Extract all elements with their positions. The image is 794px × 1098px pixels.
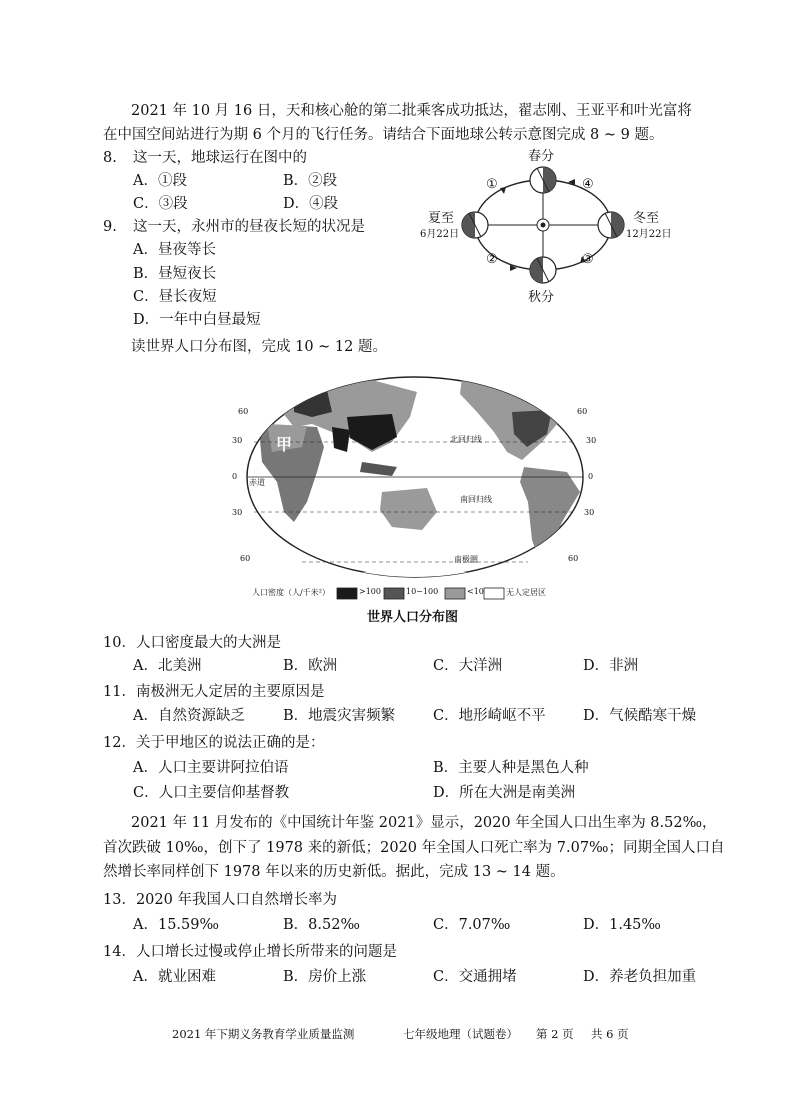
intro2-line-1: 2021 年 11 月发布的《中国统计年鉴 2021》显示，2020 年全国人口出生率为 8.52‰， xyxy=(131,815,717,831)
legend-label-4: 无人定居区 xyxy=(506,588,546,597)
footer-page: 第 2 页 xyxy=(536,1027,574,1041)
q11-option-a[interactable]: A．自然资源缺乏 xyxy=(133,708,245,724)
q8-stem: 这一天，地球运行在图中的 xyxy=(133,150,307,166)
lat-30s-left: 30 xyxy=(232,508,243,517)
q11-option-c[interactable]: C．地形崎岖不平 xyxy=(433,708,546,724)
intro-line-2: 在中国空间站进行为期 6 个月的飞行任务。请结合下面地球公转示意图完成 8 ~ 9 题。 xyxy=(103,127,664,143)
q10-option-d[interactable]: D．非洲 xyxy=(583,658,639,674)
earth-summer-icon xyxy=(462,212,488,238)
q13-option-c[interactable]: C．7.07‰ xyxy=(433,917,511,933)
q14-stem: 14．人口增长过慢或停止增长所带来的问题是 xyxy=(103,944,397,960)
q13-option-d[interactable]: D．1.45‰ xyxy=(583,917,661,933)
q13-option-a[interactable]: A．15.59‰ xyxy=(133,917,219,933)
intro2-line-2: 首次跌破 10‰，创下了 1978 来的新低；2020 年全国人口死亡率为 7.07‰；同期全国人口自 xyxy=(103,840,725,856)
q14-option-a[interactable]: A．就业困难 xyxy=(133,969,216,985)
orbit-label-autumn: 秋分 xyxy=(528,290,555,305)
q9-stem: 这一天，永州市的昼夜长短的状况是 xyxy=(133,219,365,235)
lat-60s-left: 60 xyxy=(240,554,251,563)
orbit-label-summer: 夏至 xyxy=(428,211,455,226)
footer-exam: 2021 年下期义务教育学业质量监测 xyxy=(172,1027,355,1041)
q10-stem: 10．人口密度最大的大洲是 xyxy=(103,635,281,651)
q8-number: 8. xyxy=(103,150,117,166)
orbit-segment-3: ③ xyxy=(582,252,594,267)
legend-label-2: 10~100 xyxy=(406,587,439,596)
q11-option-b[interactable]: B．地震灾害频繁 xyxy=(283,708,396,724)
q14-option-d[interactable]: D．养老负担加重 xyxy=(583,969,697,985)
legend-swatch-2 xyxy=(384,588,404,599)
footer-subject: 七年级地理（试题卷） xyxy=(403,1027,518,1041)
q11-option-d[interactable]: D．气候酷寒干燥 xyxy=(583,708,697,724)
lat-30n-right: 30 xyxy=(586,436,597,445)
intro2-line-3: 然增长率同样创下 1978 年以来的历史新低。据此，完成 13 ~ 14 题。 xyxy=(103,864,565,880)
orbit-arrow-2 xyxy=(500,187,506,194)
antarctic-label: 南极圈 xyxy=(454,555,478,564)
intro-line-1: 2021 年 10 月 16 日，天和核心舱的第二批乘客成功抵达，翟志刚、王亚平和叶光富将 xyxy=(131,103,692,119)
q9-number: 9. xyxy=(103,219,117,235)
legend-swatch-3 xyxy=(445,588,465,599)
q10-option-a[interactable]: A．北美洲 xyxy=(133,658,202,674)
tropic-south-label: 南回归线 xyxy=(460,495,492,504)
lat-60n-right: 60 xyxy=(577,407,588,416)
legend-swatch-4 xyxy=(484,588,504,599)
q9-option-a[interactable]: A．昼夜等长 xyxy=(133,242,216,258)
q13-option-b[interactable]: B．8.52‰ xyxy=(283,917,360,933)
lat-30n-left: 30 xyxy=(232,436,243,445)
legend-title: 人口密度（人/千米²） xyxy=(252,588,330,597)
earth-spring-icon xyxy=(530,167,556,193)
region-jia-label: 甲 xyxy=(276,435,293,454)
q8-option-a[interactable]: A．①段 xyxy=(133,173,187,189)
map-title: 世界人口分布图 xyxy=(367,610,459,625)
equator-label: 赤道 xyxy=(249,478,265,487)
orbit-segment-1: ① xyxy=(486,177,498,192)
q12-option-c[interactable]: C．人口主要信仰基督教 xyxy=(133,785,290,801)
q10-option-c[interactable]: C．大洋洲 xyxy=(433,658,503,674)
lat-0-left: 0 xyxy=(232,472,238,481)
footer-total: 共 6 页 xyxy=(591,1027,629,1041)
q9-option-d[interactable]: D．一年中白昼最短 xyxy=(133,312,261,328)
legend-label-3: <10 xyxy=(467,587,484,596)
sun-icon xyxy=(537,219,549,231)
earth-winter-icon xyxy=(598,212,624,238)
world-population-map xyxy=(232,372,598,624)
lat-0-right: 0 xyxy=(588,472,594,481)
q8-option-b[interactable]: B．②段 xyxy=(283,173,338,189)
earth-autumn-icon xyxy=(530,257,556,283)
q8-option-d[interactable]: D．④段 xyxy=(283,196,339,212)
orbit-diagram xyxy=(410,145,710,305)
orbit-label-summer-date: 6月22日 xyxy=(420,229,460,240)
q12-option-d[interactable]: D．所在大洲是南美洲 xyxy=(433,785,576,801)
legend-label-1: >100 xyxy=(359,587,381,596)
q13-stem: 13．2020 年我国人口自然增长率为 xyxy=(103,892,337,908)
tropic-north-label: 北回归线 xyxy=(450,435,482,444)
orbit-label-spring: 春分 xyxy=(528,149,555,164)
q11-stem: 11．南极洲无人定居的主要原因是 xyxy=(103,684,325,700)
q12-option-b[interactable]: B．主要人种是黑色人种 xyxy=(433,760,589,776)
q9-option-c[interactable]: C．昼长夜短 xyxy=(133,289,217,305)
orbit-segment-2: ② xyxy=(486,252,498,267)
q10-option-b[interactable]: B．欧洲 xyxy=(283,658,338,674)
orbit-label-winter-date: 12月22日 xyxy=(626,229,672,240)
q8-option-c[interactable]: C．③段 xyxy=(133,196,188,212)
q12-stem: 12．关于甲地区的说法正确的是： xyxy=(103,735,325,751)
map-intro: 读世界人口分布图，完成 10 ~ 12 题。 xyxy=(131,339,387,355)
orbit-label-winter: 冬至 xyxy=(633,211,660,226)
q9-option-b[interactable]: B．昼短夜长 xyxy=(133,266,217,282)
lat-30s-right: 30 xyxy=(584,508,595,517)
q12-option-a[interactable]: A．人口主要讲阿拉伯语 xyxy=(133,760,289,776)
legend-swatch-1 xyxy=(337,588,357,599)
lat-60s-right: 60 xyxy=(568,554,579,563)
q14-option-c[interactable]: C．交通拥堵 xyxy=(433,969,517,985)
lat-60n-left: 60 xyxy=(238,407,249,416)
q14-option-b[interactable]: B．房价上涨 xyxy=(283,969,367,985)
orbit-segment-4: ④ xyxy=(582,177,594,192)
